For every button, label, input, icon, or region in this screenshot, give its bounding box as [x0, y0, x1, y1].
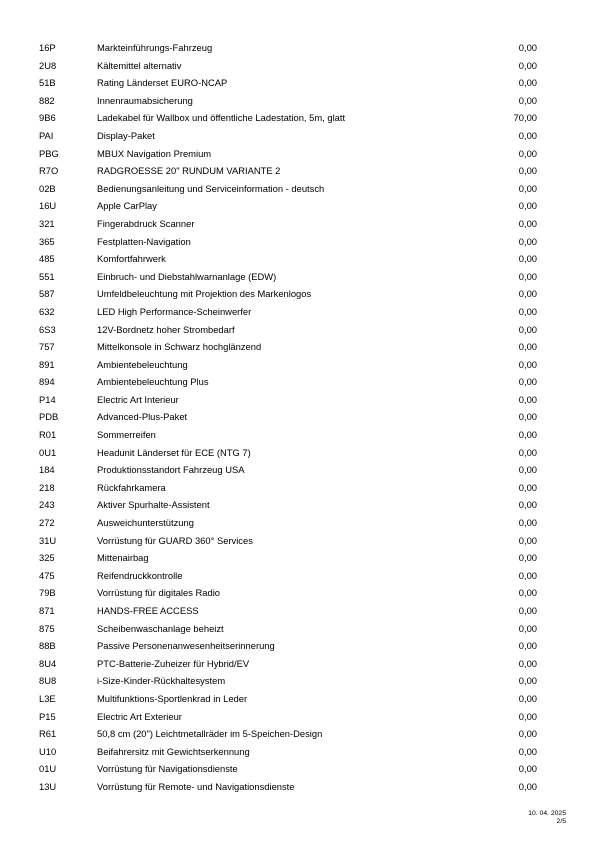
option-description: Ambientebeleuchtung Plus [97, 376, 209, 388]
equipment-row [0, 127, 606, 145]
equipment-row [0, 74, 606, 92]
option-price: 0,00 [518, 745, 537, 757]
equipment-row [0, 514, 606, 532]
option-description: Bedienungsanleitung und Serviceinformation - deutsch [97, 182, 325, 194]
option-price: 0,00 [518, 569, 537, 581]
option-code: 218 [39, 481, 55, 493]
option-price: 0,00 [518, 182, 537, 194]
option-description: Ambientebeleuchtung [97, 358, 188, 370]
option-description: Scheibenwaschanlage beheizt [97, 622, 224, 634]
option-price: 0,00 [518, 710, 537, 722]
option-code: L3E [39, 692, 56, 704]
option-description: Mittenairbag [97, 552, 149, 564]
option-description: Reifendruckkontrolle [97, 569, 183, 581]
equipment-row [0, 109, 606, 127]
option-code: R7O [39, 165, 59, 177]
option-code: 0U1 [39, 446, 57, 458]
equipment-row [0, 620, 606, 638]
option-description: Vorrüstung für digitales Radio [97, 587, 220, 599]
equipment-row [0, 39, 606, 57]
option-description: 50,8 cm (20") Leichtmetallräder im 5-Speichen-Design [97, 728, 323, 740]
option-description: Rückfahrkamera [97, 481, 166, 493]
option-price: 0,00 [518, 587, 537, 599]
option-description: Vorrüstung für Remote- und Navigationsdienste [97, 780, 295, 792]
option-code: R01 [39, 429, 57, 441]
option-price: 0,00 [518, 341, 537, 353]
option-description: Ladekabel für Wallbox und öffentliche Ladestation, 5m, glatt [97, 112, 346, 124]
option-price: 0,00 [518, 728, 537, 740]
option-price: 0,00 [518, 59, 537, 71]
option-code: 13U [39, 780, 57, 792]
equipment-row [0, 303, 606, 321]
option-price: 0,00 [518, 763, 537, 775]
option-code: PBG [39, 147, 59, 159]
option-price: 0,00 [518, 640, 537, 652]
equipment-row [0, 250, 606, 268]
option-description: Passive Personenanwesenheitserinnerung [97, 640, 275, 652]
option-code: 8U4 [39, 657, 57, 669]
equipment-row [0, 549, 606, 567]
equipment-row [0, 690, 606, 708]
equipment-row [0, 268, 606, 286]
equipment-row [0, 356, 606, 374]
equipment-row [0, 57, 606, 75]
option-price: 0,00 [518, 270, 537, 282]
option-code: PAI [39, 129, 54, 141]
option-description: Festplatten-Navigation [97, 235, 191, 247]
option-code: 8U8 [39, 675, 57, 687]
option-code: P14 [39, 393, 56, 405]
option-description: Apple CarPlay [97, 200, 157, 212]
option-price: 0,00 [518, 622, 537, 634]
option-description: Vorrüstung für Navigationsdienste [97, 763, 238, 775]
equipment-row [0, 162, 606, 180]
option-description: Markteinführungs-Fahrzeug [97, 42, 213, 53]
option-description: Vorrüstung für GUARD 360° Services [97, 534, 253, 546]
equipment-row [0, 778, 606, 796]
option-price: 70,00 [513, 112, 537, 124]
option-code: U10 [39, 745, 57, 757]
option-code: 272 [39, 517, 55, 529]
equipment-row [0, 584, 606, 602]
option-description: Rating Länderset EURO-NCAP [97, 77, 228, 89]
option-price: 0,00 [518, 77, 537, 89]
option-code: 632 [39, 305, 55, 317]
option-code: PDB [39, 411, 59, 423]
equipment-row [0, 760, 606, 778]
option-description: Kältemittel alternativ [97, 59, 182, 71]
option-price: 0,00 [518, 147, 537, 159]
equipment-row [0, 479, 606, 497]
equipment-row [0, 373, 606, 391]
equipment-row [0, 426, 606, 444]
option-description: Komfortfahrwerk [97, 253, 166, 265]
option-description: 12V-Bordnetz hoher Strombedarf [97, 323, 235, 335]
option-code: 6S3 [39, 323, 56, 335]
option-code: 321 [39, 217, 55, 229]
equipment-row [0, 567, 606, 585]
option-code: R61 [39, 728, 57, 740]
option-description: Display-Paket [97, 129, 155, 141]
option-description: LED High Performance-Scheinwerfer [97, 305, 252, 317]
equipment-row [0, 215, 606, 233]
option-code: 79B [39, 587, 56, 599]
option-code: 51B [39, 77, 56, 89]
equipment-row [0, 338, 606, 356]
option-code: 485 [39, 253, 55, 265]
option-code: 16P [39, 42, 56, 53]
option-price: 0,00 [518, 464, 537, 476]
option-code: 16U [39, 200, 57, 212]
option-code: P15 [39, 710, 56, 722]
option-price: 0,00 [518, 253, 537, 265]
equipment-row [0, 321, 606, 339]
option-description: HANDS-FREE ACCESS [97, 605, 199, 616]
equipment-row [0, 391, 606, 409]
option-description: i-Size-Kinder-Rückhaltesystem [97, 675, 226, 687]
option-code: 31U [39, 534, 57, 546]
option-price: 0,00 [518, 129, 537, 141]
option-price: 0,00 [518, 534, 537, 546]
option-code: 475 [39, 569, 55, 581]
equipment-row [0, 145, 606, 163]
equipment-row [0, 672, 606, 690]
option-description: Multifunktions-Sportlenkrad in Leder [97, 692, 248, 704]
option-price: 0,00 [518, 675, 537, 687]
equipment-row [0, 233, 606, 251]
option-price: 0,00 [518, 94, 537, 106]
option-price: 0,00 [518, 429, 537, 441]
equipment-row [0, 461, 606, 479]
option-description: Umfeldbeleuchtung mit Projektion des Markenlogos [97, 288, 312, 300]
option-code: 88B [39, 640, 56, 652]
equipment-row [0, 637, 606, 655]
option-description: Mittelkonsole in Schwarz hochglänzend [97, 341, 262, 353]
option-code: 551 [39, 270, 55, 282]
option-code: 875 [39, 622, 55, 634]
option-code: 891 [39, 358, 55, 370]
option-description: Aktiver Spurhalte-Assistent [97, 499, 210, 511]
option-code: 325 [39, 552, 55, 564]
equipment-row [0, 725, 606, 743]
option-code: 757 [39, 341, 55, 353]
option-code: 9B6 [39, 112, 56, 124]
option-description: Innenraumabsicherung [97, 94, 193, 106]
option-description: Electric Art Interieur [97, 393, 179, 405]
option-price: 0,00 [518, 323, 537, 335]
option-description: Electric Art Exterieur [97, 710, 182, 722]
option-description: Fingerabdruck Scanner [97, 217, 195, 229]
option-description: Beifahrersitz mit Gewichtserkennung [97, 745, 250, 757]
option-price: 0,00 [518, 42, 537, 53]
option-description: Einbruch- und Diebstahlwarnanlage (EDW) [97, 270, 277, 282]
option-price: 0,00 [518, 200, 537, 212]
option-price: 0,00 [518, 552, 537, 564]
option-price: 0,00 [518, 305, 537, 317]
equipment-row [0, 496, 606, 514]
option-code: 882 [39, 94, 55, 106]
option-price: 0,00 [518, 411, 537, 423]
equipment-row [0, 532, 606, 550]
option-price: 0,00 [518, 165, 537, 177]
option-description: Produktionsstandort Fahrzeug USA [97, 464, 245, 476]
option-code: 365 [39, 235, 55, 247]
option-code: 2U8 [39, 59, 57, 71]
equipment-row [0, 602, 606, 620]
option-description: MBUX Navigation Premium [97, 147, 212, 159]
option-code: 587 [39, 288, 55, 300]
equipment-row [0, 92, 606, 110]
option-price: 0,00 [518, 657, 537, 669]
option-price: 0,00 [518, 517, 537, 529]
option-code: 02B [39, 182, 56, 194]
option-price: 0,00 [518, 605, 537, 616]
option-description: Headunit Länderset für ECE (NTG 7) [97, 446, 251, 458]
equipment-row [0, 444, 606, 462]
equipment-row [0, 408, 606, 426]
option-description: Ausweichunterstützung [97, 517, 194, 529]
option-price: 0,00 [518, 358, 537, 370]
option-code: 243 [39, 499, 55, 511]
footer-page-number: 2/5 [556, 818, 566, 825]
equipment-row [0, 708, 606, 726]
footer-date: 10. 04. 2025 [528, 810, 566, 817]
option-price: 0,00 [518, 235, 537, 247]
option-price: 0,00 [518, 376, 537, 388]
option-description: Sommerreifen [97, 429, 156, 441]
option-price: 0,00 [518, 393, 537, 405]
option-price: 0,00 [518, 288, 537, 300]
option-price: 0,00 [518, 217, 537, 229]
equipment-list [0, 39, 606, 796]
option-price: 0,00 [518, 481, 537, 493]
equipment-row [0, 180, 606, 198]
option-code: 894 [39, 376, 55, 388]
option-price: 0,00 [518, 446, 537, 458]
option-code: 871 [39, 605, 55, 616]
option-description: RADGROESSE 20" RUNDUM VARIANTE 2 [97, 165, 281, 177]
option-description: Advanced-Plus-Paket [97, 411, 188, 423]
option-code: 01U [39, 763, 57, 775]
option-description: PTC-Batterie-Zuheizer für Hybrid/EV [97, 657, 250, 669]
equipment-row [0, 743, 606, 761]
option-price: 0,00 [518, 780, 537, 792]
equipment-row [0, 285, 606, 303]
option-price: 0,00 [518, 692, 537, 704]
option-code: 184 [39, 464, 55, 476]
option-price: 0,00 [518, 499, 537, 511]
equipment-row [0, 655, 606, 673]
equipment-row [0, 197, 606, 215]
